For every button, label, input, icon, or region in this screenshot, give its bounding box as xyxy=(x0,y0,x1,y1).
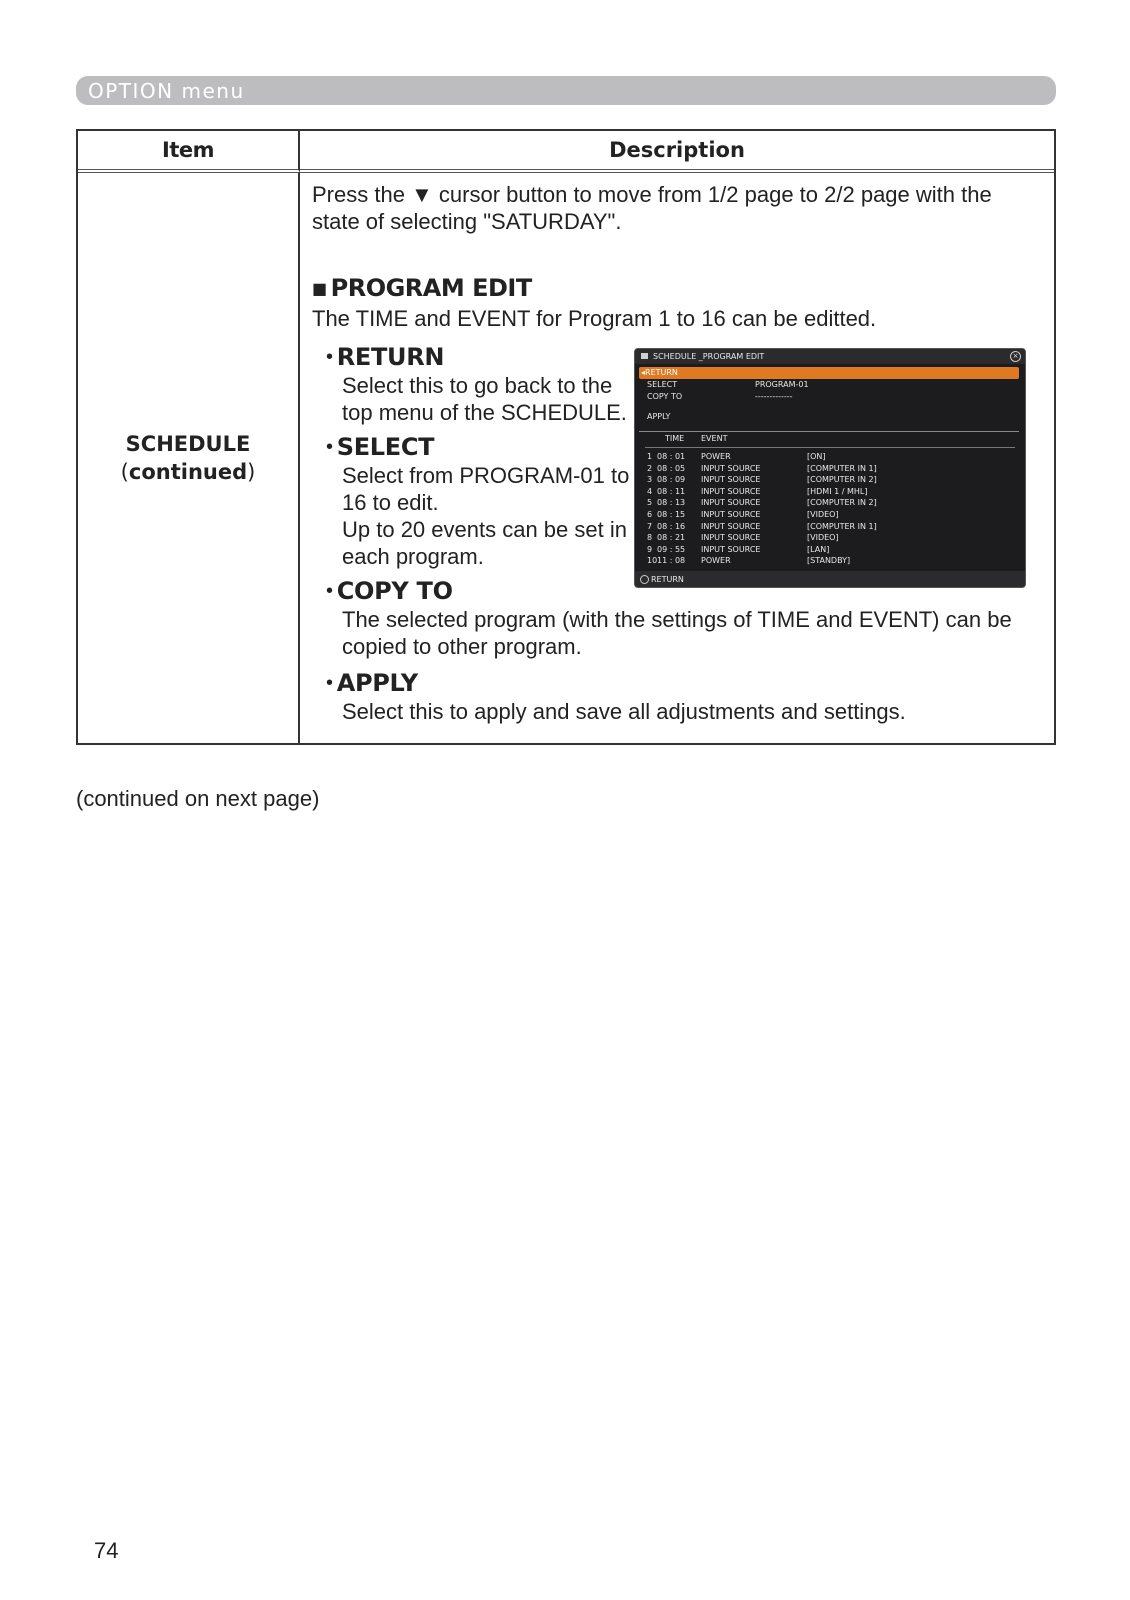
screen-event-no: 9 xyxy=(647,544,653,554)
screen-event-no: 4 xyxy=(647,486,653,496)
screen-footer: RETURN xyxy=(635,571,1025,587)
select-heading: • SELECT xyxy=(326,433,435,461)
screen-event-no: 3 xyxy=(647,475,653,485)
screen-event-time: 09 : 55 xyxy=(657,544,686,554)
screen-event-event: INPUT SOURCE xyxy=(701,544,761,554)
return-icon xyxy=(640,575,649,584)
section-header-bar xyxy=(76,76,1056,105)
screen-event-no: 10 xyxy=(647,556,658,566)
screen-event-event: INPUT SOURCE xyxy=(701,533,761,543)
screen-title: SCHEDULE _PROGRAM EDIT xyxy=(653,352,765,361)
screen-event-event: INPUT SOURCE xyxy=(701,475,761,485)
screen-event-value: [COMPUTER IN 1] xyxy=(807,521,877,531)
screen-event-no: 6 xyxy=(647,509,653,519)
page-number: 74 xyxy=(94,1538,119,1563)
column-header-description: Description xyxy=(300,131,1054,173)
return-text: Select this to go back to the top menu of the SCHEDULE. xyxy=(342,373,627,425)
screen-menu-select: SELECT PROGRAM-01 xyxy=(647,380,809,389)
screen-event-event: POWER xyxy=(701,556,731,566)
item-cell xyxy=(78,173,300,743)
screen-event-no: 8 xyxy=(647,533,653,543)
column-header-item: Item xyxy=(78,131,300,173)
screen-event-row xyxy=(645,544,1015,556)
screen-event-row xyxy=(645,497,1015,509)
screen-event-no: 2 xyxy=(647,463,653,473)
apply-heading: • APPLY xyxy=(326,669,418,697)
screen-event-value: [VIDEO] xyxy=(807,509,839,519)
copy-to-heading: • COPY TO xyxy=(326,577,453,605)
select-text-2: Up to 20 events can be set in each program. xyxy=(342,517,627,569)
screen-menu xyxy=(639,367,1019,423)
intro-text: Press the ▼ cursor button to move from 1/2 page to 2/2 page with the state of selecting "SATURDAY". xyxy=(312,182,992,234)
home-icon xyxy=(641,353,648,359)
screen-event-event: POWER xyxy=(701,452,731,461)
screen-event-value: [COMPUTER IN 2] xyxy=(807,475,877,485)
screen-event-row xyxy=(645,486,1015,498)
screen-event-value: [HDMI 1 / MHL] xyxy=(807,486,868,496)
screen-event-time: 08 : 15 xyxy=(657,509,686,519)
screen-event-row xyxy=(645,474,1015,486)
screen-event-value: [COMPUTER IN 2] xyxy=(807,498,877,508)
table-row xyxy=(78,173,1054,743)
screen-event-row xyxy=(645,451,1015,463)
screen-event-time: 08 : 11 xyxy=(657,486,686,496)
description-cell xyxy=(300,173,1054,743)
screen-event-time: 08 : 21 xyxy=(657,533,686,543)
screen-event-row xyxy=(645,521,1015,533)
screen-event-event: INPUT SOURCE xyxy=(701,486,761,496)
screen-event-value: [ON] xyxy=(807,452,826,461)
screen-event-row xyxy=(645,532,1015,544)
screen-titlebar xyxy=(635,349,1025,364)
screen-event-event: INPUT SOURCE xyxy=(701,509,761,519)
screen-event-time: 08 : 16 xyxy=(657,521,686,531)
option-menu-table xyxy=(76,129,1056,745)
program-edit-description: The TIME and EVENT for Program 1 to 16 can be editted. xyxy=(312,306,877,331)
screen-event-event: INPUT SOURCE xyxy=(701,498,761,508)
table-header-row xyxy=(78,131,1054,173)
bullet-dot-icon: • xyxy=(326,580,333,602)
screen-event-value: [VIDEO] xyxy=(807,533,839,543)
screen-event-no: 1 xyxy=(647,452,653,461)
screen-event-row xyxy=(645,463,1015,475)
screen-menu-copy-to: COPY TO ------------- xyxy=(647,392,793,401)
bullet-dot-icon: • xyxy=(326,672,333,694)
section-header-title: OPTION menu xyxy=(88,79,245,103)
screen-menu-apply: APPLY xyxy=(647,412,671,421)
screen-event-row xyxy=(645,555,1015,567)
bullet-dot-icon: • xyxy=(326,346,333,368)
screen-event-event: INPUT SOURCE xyxy=(701,521,761,531)
screen-divider xyxy=(639,431,1019,432)
screen-event-header: TIME EVENT xyxy=(665,434,728,443)
item-suffix: (continued) xyxy=(120,460,256,484)
program-edit-heading: ■ PROGRAM EDIT xyxy=(312,274,532,302)
select-text: Select from PROGRAM-01 to 16 to edit. xyxy=(342,463,630,515)
screen-event-time: 08 : 13 xyxy=(657,498,686,508)
screen-event-no: 5 xyxy=(647,498,653,508)
bullet-dot-icon: • xyxy=(326,436,333,458)
return-heading: • RETURN xyxy=(326,343,445,371)
screen-event-list xyxy=(645,433,1015,567)
continued-note: (continued on next page) xyxy=(76,786,320,811)
screen-event-value: [LAN] xyxy=(807,544,830,554)
screen-event-time: 08 : 05 xyxy=(657,463,686,473)
screen-event-time: 11 : 08 xyxy=(657,556,686,566)
screen-event-no: 7 xyxy=(647,521,653,531)
screen-event-row xyxy=(645,509,1015,521)
screen-event-value: [STANDBY] xyxy=(807,556,851,566)
screen-event-time: 08 : 09 xyxy=(657,475,686,485)
program-edit-screenshot xyxy=(634,348,1026,588)
screen-menu-return: ◂RETURN xyxy=(639,367,1019,379)
square-bullet-icon: ■ xyxy=(312,279,327,298)
item-name: SCHEDULE xyxy=(125,432,251,456)
screen-event-time: 08 : 01 xyxy=(657,452,686,461)
upper-bullets xyxy=(312,342,1042,584)
screen-event-value: [COMPUTER IN 1] xyxy=(807,463,877,473)
copy-to-text: The selected program (with the settings of TIME and EVENT) can be copied to other program. xyxy=(342,607,1012,659)
apply-text: Select this to apply and save all adjustments and settings. xyxy=(342,699,906,724)
screen-event-event: INPUT SOURCE xyxy=(701,463,761,473)
close-icon: × xyxy=(1010,351,1021,362)
